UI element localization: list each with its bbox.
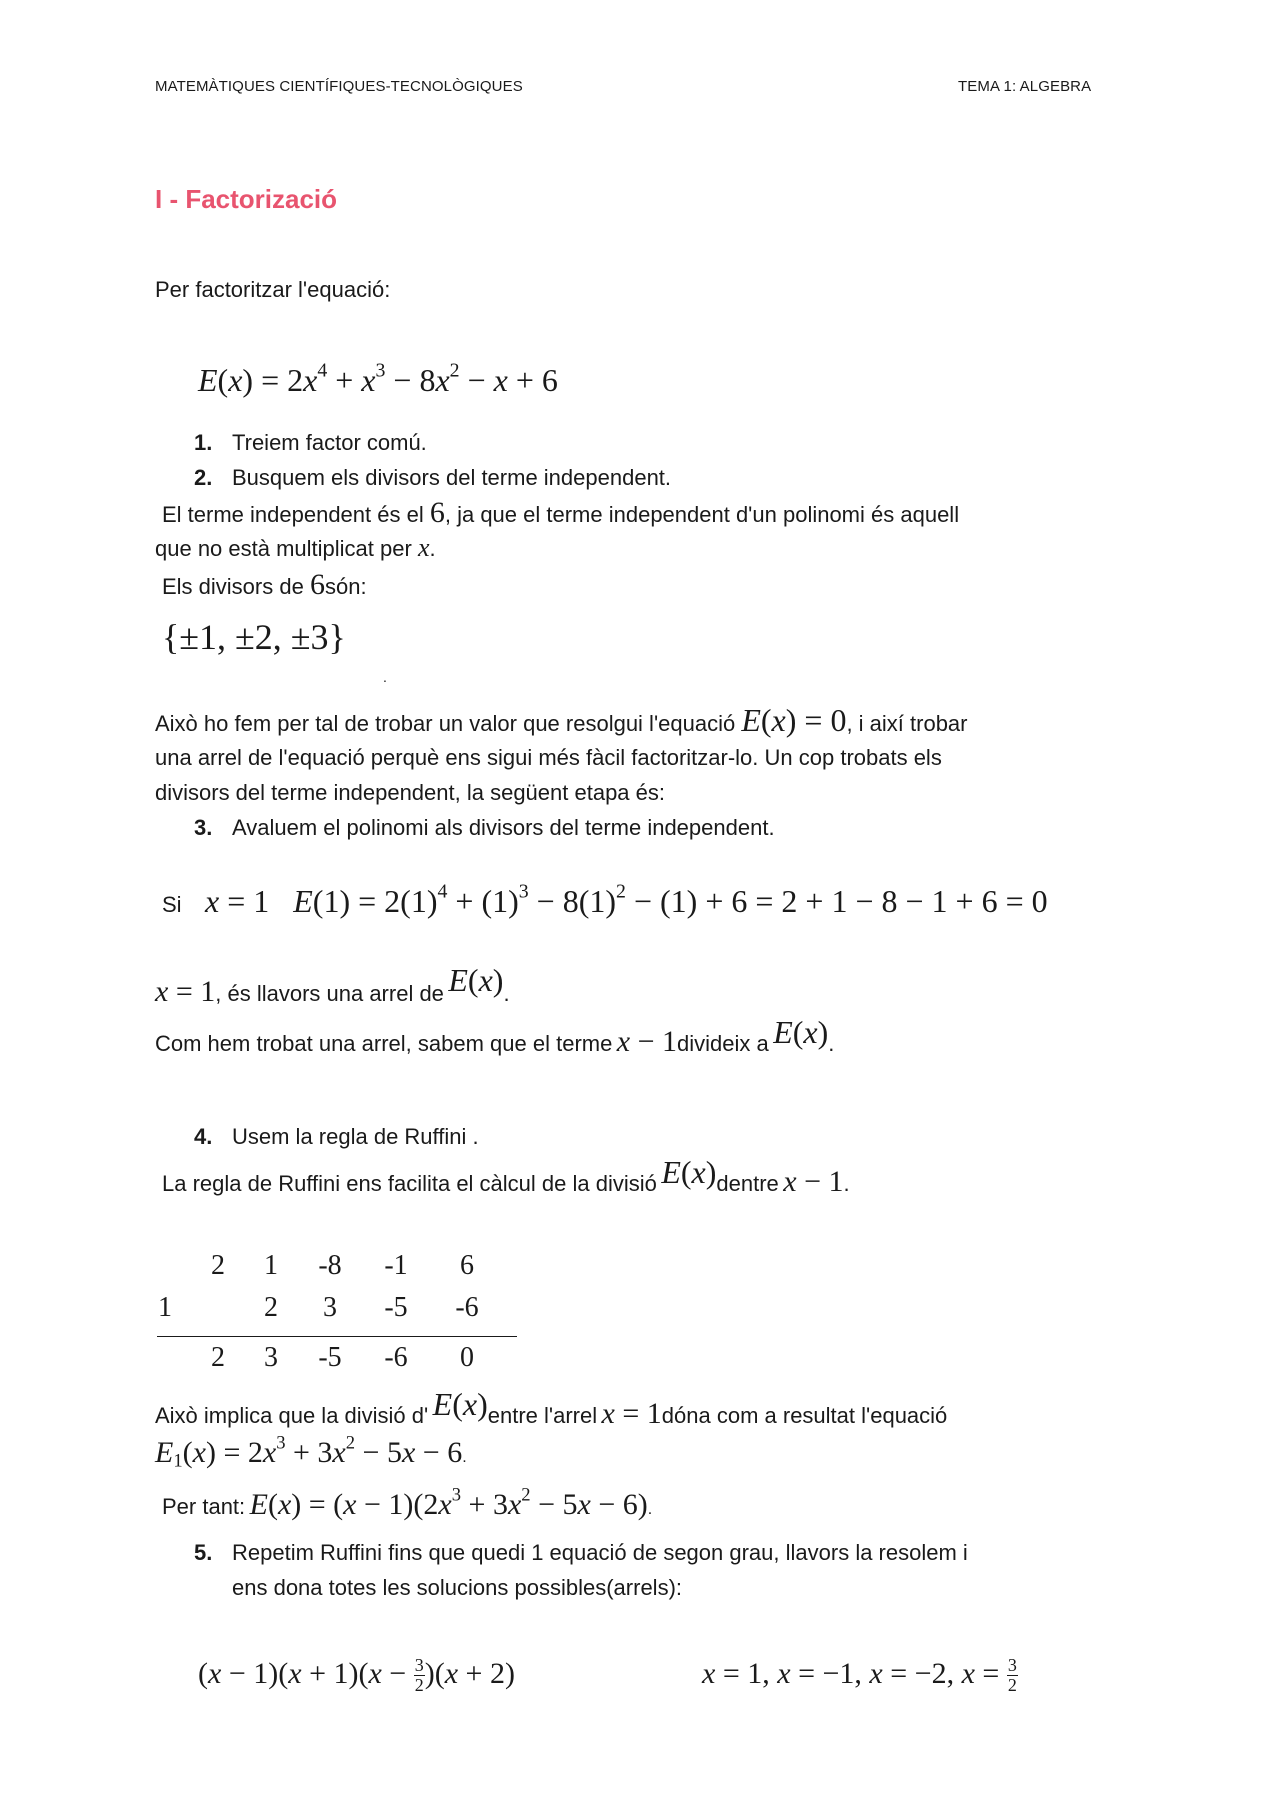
therefore-line: Per tant: $E(x) = (x - 1)(2x^3 + 3x^2 - 5x - 6)$. <box>162 1484 653 1521</box>
ruffini-result-cell: 2 <box>211 1342 225 1373</box>
ruffini-intro: La regla de Ruffini ens facilita el càlcul de la divisió E(x)dentre x − 1. <box>162 1154 850 1198</box>
ruffini-top-cell: 1 <box>264 1250 278 1281</box>
step-3: 3. Avaluem el polinomi als divisors del terme independent. <box>194 815 775 840</box>
step-2: 2. Busquem els divisors del terme independent. <box>194 465 672 490</box>
aixo-line-2: una arrel de l'equació perquè ens sigui més fàcil factoritzar-lo. Un cop trobats els <box>155 745 942 770</box>
intro-text: Per factoritzar l'equació: <box>155 277 391 302</box>
step-1: 1. Treiem factor comú. <box>194 430 427 455</box>
ruffini-middle-cell: -6 <box>455 1292 479 1323</box>
aixo-line-3: divisors del terme independent, la següent etapa és: <box>155 780 665 805</box>
divisor-set: {±1, ±2, ±3} <box>162 617 346 657</box>
stray-dot: . <box>383 669 387 685</box>
ruffini-top-cell: -1 <box>384 1250 408 1281</box>
indep-line-1: El terme independent és el 6, ja que el terme independent d'un polinomi és aquell <box>162 496 960 529</box>
section-title: I - Factorizació <box>155 184 338 214</box>
header-left: MATEMÀTIQUES CIENTÍFIQUES-TECNOLÒGIQUES <box>155 78 523 95</box>
root-line: x = 1, és llavors una arrel de E(x). <box>155 962 510 1008</box>
ruffini-middle-cell: -5 <box>384 1292 408 1323</box>
evaluation-line: Si <box>162 892 182 917</box>
ruffini-root: 1 <box>158 1292 172 1323</box>
divides-line: Com hem trobat una arrel, sabem que el terme x − 1divideix a E(x). <box>155 1014 835 1058</box>
step-5-line-2: ens dona totes les solucions possibles(arrels): <box>232 1575 683 1600</box>
ruffini-top-cell: 6 <box>460 1250 474 1281</box>
step-5: 5. Repetim Ruffini fins que quedi 1 equació de segon grau, llavors la resolem i <box>194 1540 968 1565</box>
quotient-equation: $E_1(x) = 2x^3 + 3x^2 - 5x - 6$. <box>155 1432 467 1472</box>
indep-line-2: que no està multiplicat per x. <box>155 533 436 562</box>
ruffini-result-cell: -5 <box>318 1342 342 1373</box>
ruffini-result-cell: 3 <box>264 1342 278 1373</box>
ruffini-middle-cell: 2 <box>264 1292 278 1323</box>
header-right: TEMA 1: ALGEBRA <box>958 78 1092 95</box>
divisors-line: Els divisors de 6són: <box>162 568 367 601</box>
evaluation-equation: x = 1 $E(1) = 2(1)^4 + (1)^3 - 8(1)^2 - (1) + 6 = 2 + 1 - 8 - 1 + 6 = 0$ <box>205 880 1048 919</box>
step-4: 4. Usem la regla de Ruffini . <box>194 1124 479 1149</box>
ruffini-result-cell: -6 <box>384 1342 408 1373</box>
ruffini-table <box>155 1250 525 1380</box>
ruffini-top-cell: -8 <box>318 1250 342 1281</box>
ruffini-result-cell: 0 <box>460 1342 474 1373</box>
ruffini-middle-cell: 3 <box>323 1292 337 1323</box>
factorized-form: (x − 1)(x + 1)(x − $\frac{3}{2}$ )(x + 2) <box>198 1655 515 1695</box>
aixo-line-1: Això ho fem per tal de trobar un valor que resolgui l'equació E(x) = 0, i així trobar <box>155 702 968 738</box>
roots-list: x = 1, x = −1, x = −2, x = $\frac{3}{2}$ <box>702 1655 1017 1695</box>
ruffini-top-cell: 2 <box>211 1250 225 1281</box>
ruffini-divider <box>157 1336 517 1337</box>
main-equation: $E(x) = 2x^4 + x^3 - 8x^2 - x + 6$ <box>198 359 558 398</box>
implies-line: Això implica que la divisió d' E(x)entre l'arrel x = 1dóna com a resultat l'equació <box>155 1386 948 1430</box>
